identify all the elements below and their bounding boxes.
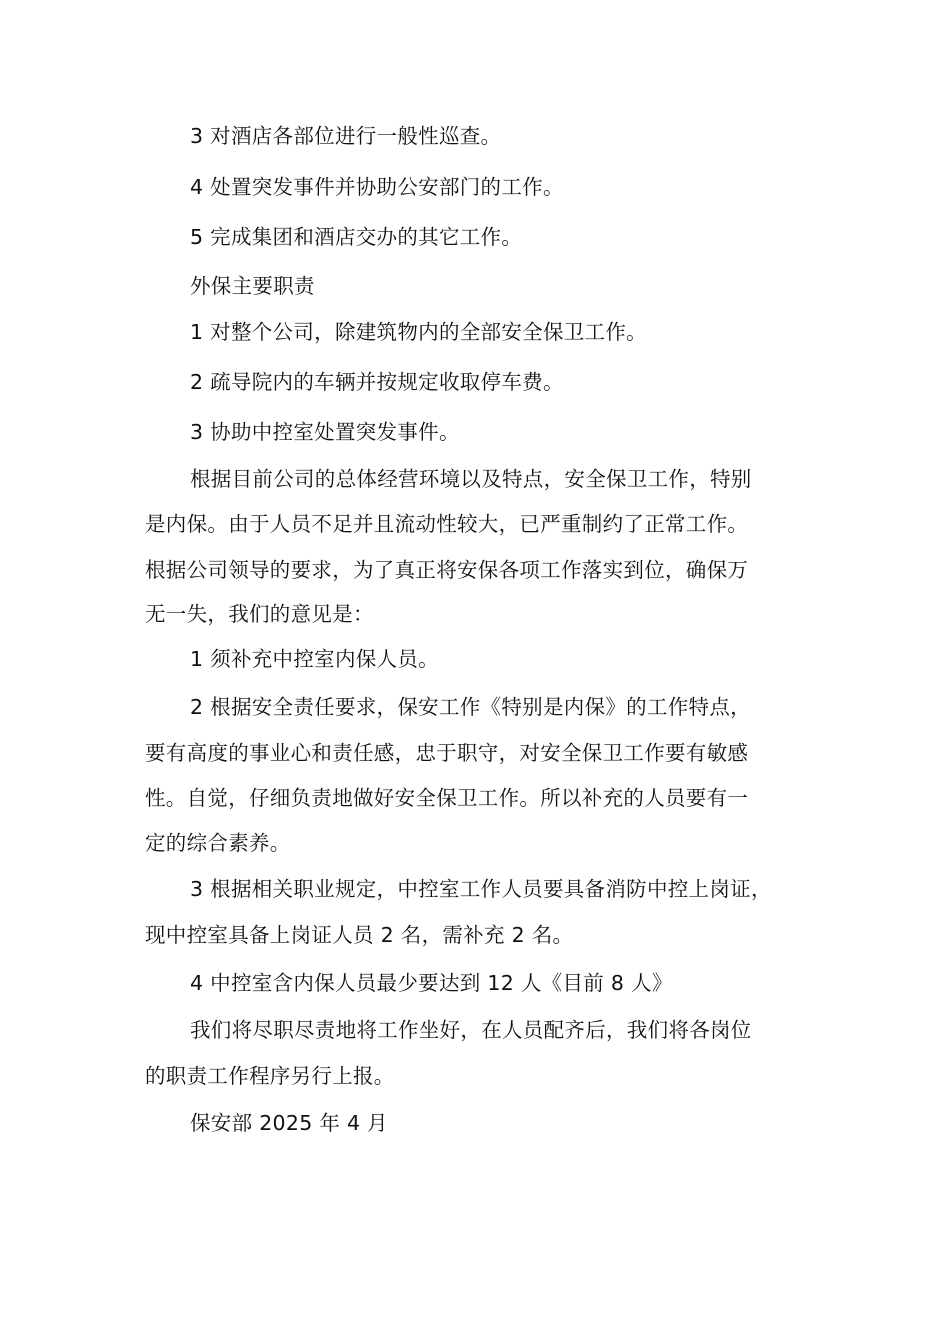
text-line: 2 疏导院内的车辆并按规定收取停车费。 bbox=[190, 370, 564, 394]
paragraph-line: 3 根据相关职业规定，中控室工作人员要具备消防中控上岗证， bbox=[190, 877, 772, 901]
text-line: 4 处置突发事件并协助公安部门的工作。 bbox=[190, 175, 564, 199]
paragraph-line: 要有高度的事业心和责任感，忠于职守，对安全保卫工作要有敏感 bbox=[145, 741, 749, 765]
paragraph-line: 我们将尽职尽责地将工作坐好，在人员配齐后，我们将各岗位 bbox=[190, 1018, 752, 1042]
paragraph-line: 2 根据安全责任要求，保安工作《特别是内保》的工作特点， bbox=[190, 695, 751, 719]
paragraph-line: 现中控室具备上岗证人员 2 名，需补充 2 名。 bbox=[145, 923, 574, 947]
paragraph-line: 无一失，我们的意见是： bbox=[145, 602, 374, 626]
text-line: 1 须补充中控室内保人员。 bbox=[190, 647, 439, 671]
paragraph-line: 的职责工作程序另行上报。 bbox=[145, 1064, 395, 1088]
signature-line: 保安部 2025 年 4 月 bbox=[190, 1111, 388, 1135]
section-heading: 外保主要职责 bbox=[190, 274, 315, 298]
text-line: 5 完成集团和酒店交办的其它工作。 bbox=[190, 225, 523, 249]
text-line: 4 中控室含内保人员最少要达到 12 人《目前 8 人》 bbox=[190, 971, 673, 995]
paragraph-line: 定的综合素养。 bbox=[145, 831, 291, 855]
text-line: 1 对整个公司，除建筑物内的全部安全保卫工作。 bbox=[190, 320, 647, 344]
text-line: 3 对酒店各部位进行一般性巡查。 bbox=[190, 124, 502, 148]
text-line: 3 协助中控室处置突发事件。 bbox=[190, 420, 460, 444]
paragraph-line: 根据公司领导的要求，为了真正将安保各项工作落实到位，确保万 bbox=[145, 558, 749, 582]
paragraph-line: 根据目前公司的总体经营环境以及特点，安全保卫工作，特别 bbox=[190, 467, 752, 491]
paragraph-line: 是内保。由于人员不足并且流动性较大，已严重制约了正常工作。 bbox=[145, 512, 749, 536]
paragraph-line: 性。自觉，仔细负责地做好安全保卫工作。所以补充的人员要有一 bbox=[145, 786, 749, 810]
